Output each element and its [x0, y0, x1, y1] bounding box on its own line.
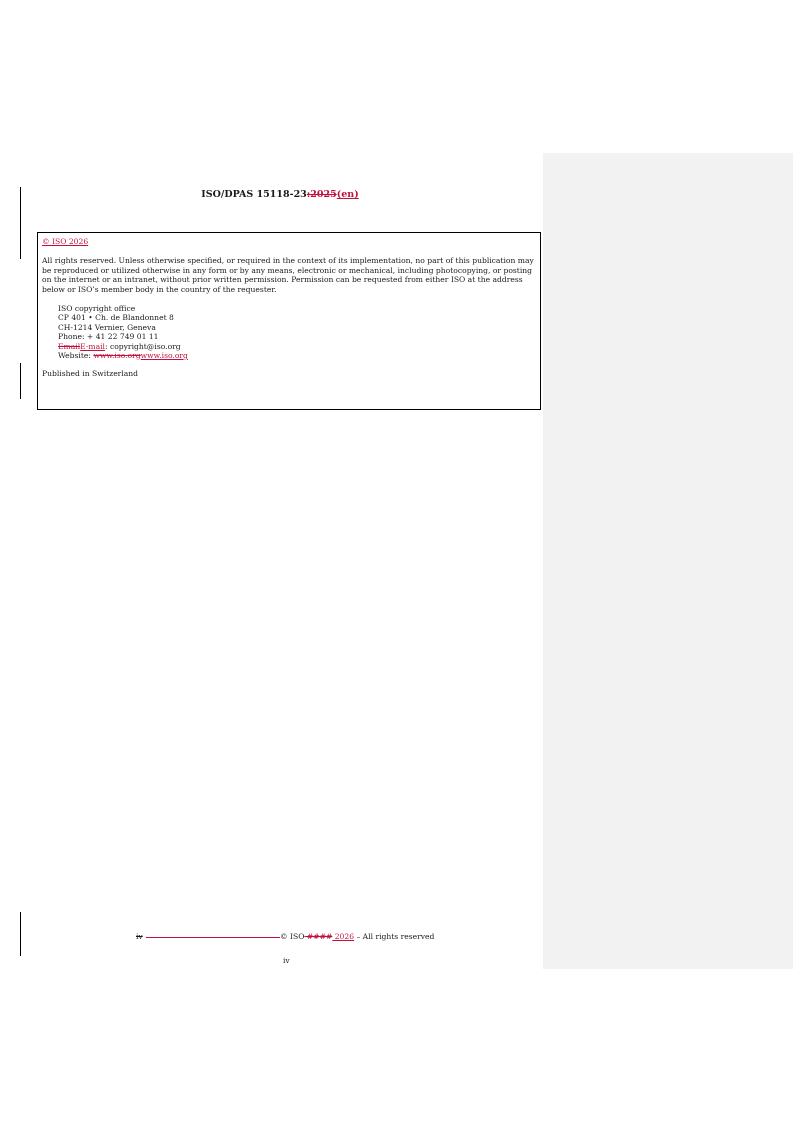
email-label-deleted: Email	[58, 341, 81, 351]
footer-rights: – All rights reserved	[354, 932, 435, 941]
website-deleted: www.iso.org	[93, 351, 141, 361]
copyright-notice-box	[37, 232, 541, 410]
document-id: ISO/DPAS 15118-23	[201, 189, 307, 200]
copyright-line: © ISO 2026	[42, 237, 89, 246]
address-website	[58, 351, 536, 360]
address-block	[42, 304, 536, 360]
footer-strike-line	[146, 937, 280, 938]
footer-page-deleted: iv	[136, 932, 143, 941]
footer-copyright	[280, 931, 434, 943]
footer-page-number: iv	[283, 956, 290, 965]
email-value[interactable]: : copyright@iso.org	[104, 341, 181, 351]
inserted-language: (en)	[336, 189, 359, 200]
deleted-year: :2025	[306, 189, 337, 200]
change-bar-footer	[20, 912, 21, 956]
address-phone: Phone: + 41 22 749 01 11	[58, 332, 159, 342]
footer-copyright-prefix: © ISO	[280, 932, 305, 941]
document-header	[20, 189, 540, 200]
change-bar-email	[20, 363, 21, 399]
address-email	[58, 342, 536, 351]
address-city: CH-1214 Vernier, Geneva	[58, 322, 156, 332]
email-label-inserted: E-mail	[80, 341, 105, 351]
page-footer	[136, 931, 536, 965]
comment-pane	[543, 153, 793, 969]
website-link[interactable]: www.iso.org	[140, 351, 188, 361]
website-label: Website:	[58, 351, 94, 361]
address-street: CP 401 • Ch. de Blandonnet 8	[58, 313, 174, 323]
footer-inserted-year: 2026	[332, 932, 355, 941]
address-office: ISO copyright office	[58, 304, 136, 314]
rights-paragraph: All rights reserved. Unless otherwise specified, or required in the context of its implementation, no part of this publication may be reproduced or utilized otherwise in any form or by any means, electronic or mechanical, including photocopying, or posting on the internet or an intranet, without prior written permission. Permission can be requested from either ISO at the address below or ISO’s member body in the country of the requester.	[42, 256, 534, 294]
published-line: Published in Switzerland	[42, 369, 139, 379]
footer-deleted-year: ####	[304, 932, 333, 941]
